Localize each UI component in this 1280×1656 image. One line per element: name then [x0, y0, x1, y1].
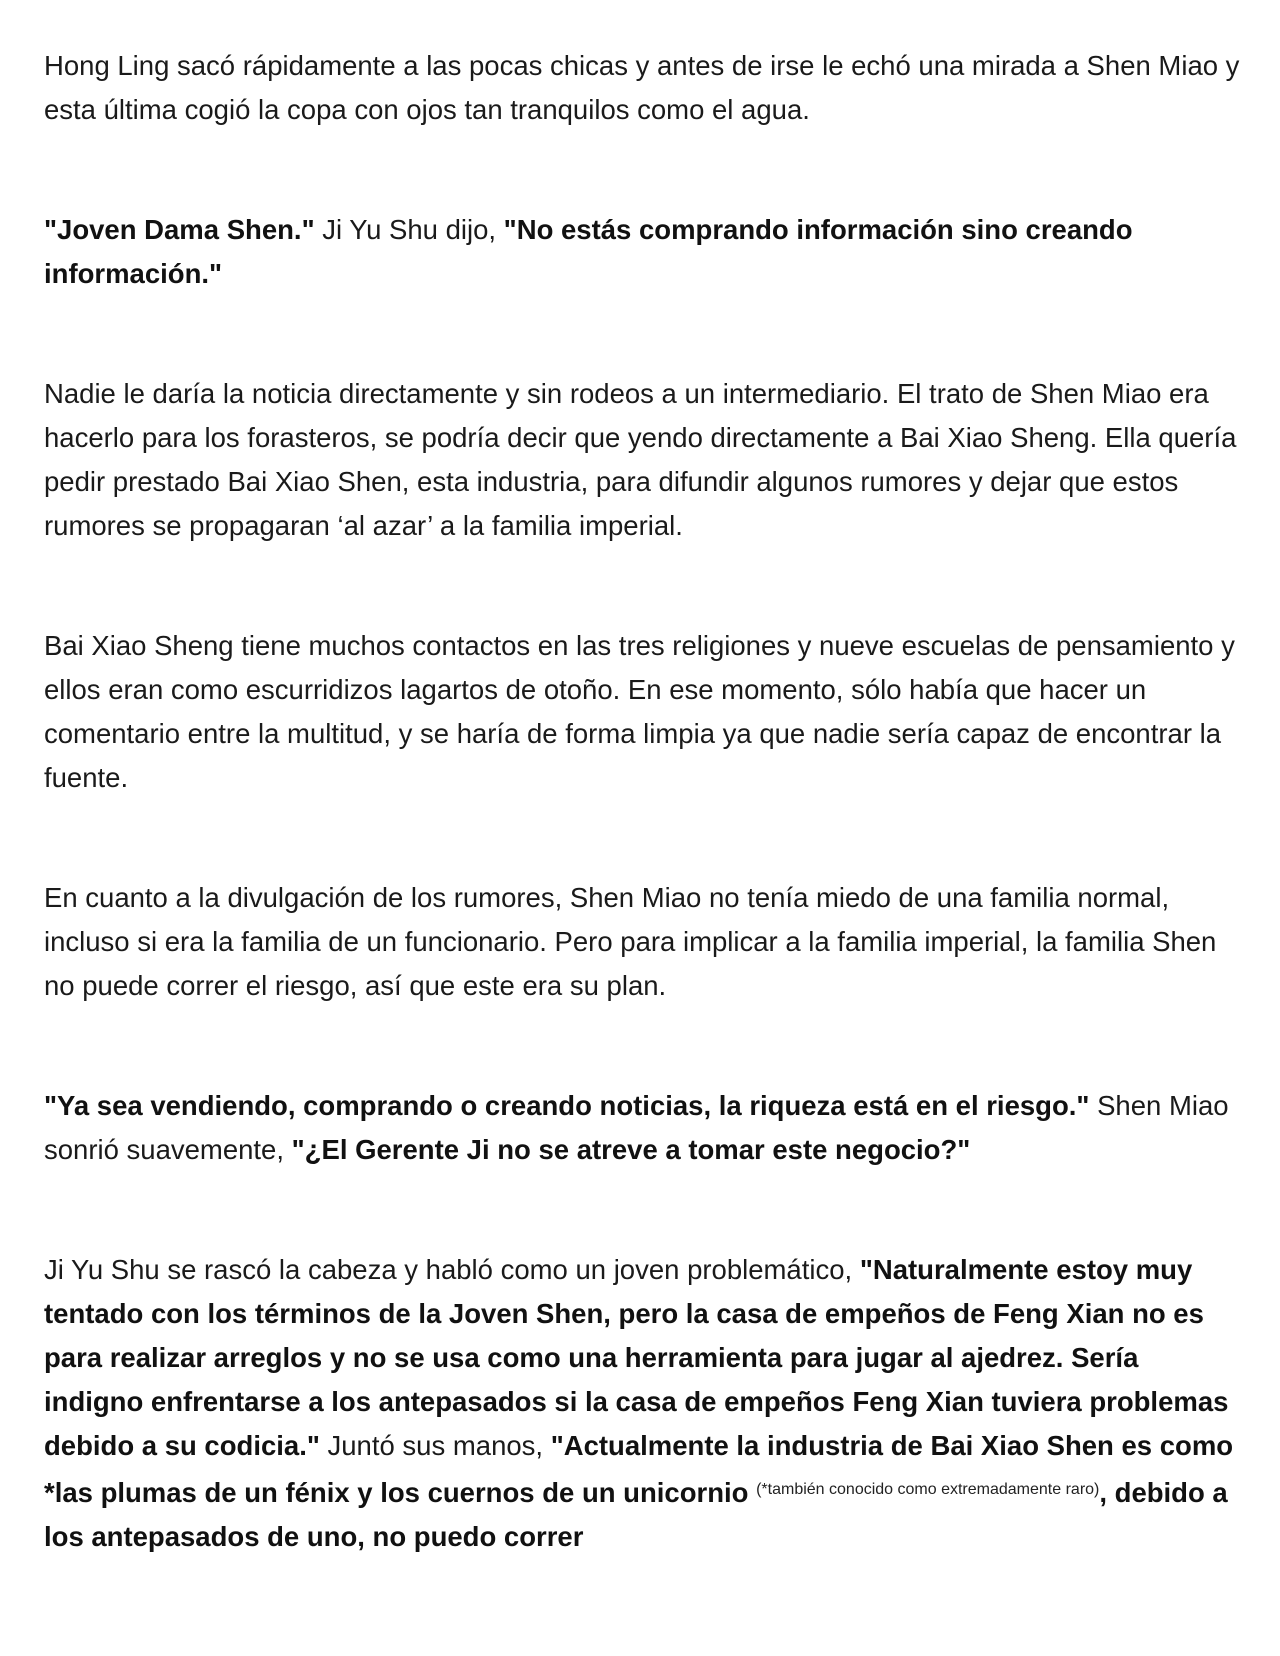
paragraph-text: Nadie le daría la noticia directamente y sin rodeos a un intermediario. El trato de Shen Miao era hacerlo para los forasteros, se podría decir que yendo directamente a Bai Xiao Sheng. Ella quería pedir prestado Bai Xiao Shen, esta industria, para difundir algunos rumores y dejar que estos rumores se propagaran ‘al azar’ a la familia imperial.	[44, 378, 1237, 541]
dialogue-bold: "Actualmente la industria de Bai Xiao Shen es como *las plumas de un fénix y los cuernos de un unicornio	[44, 1430, 1234, 1508]
paragraph-1	[44, 44, 1240, 132]
paragraph-text: Hong Ling sacó rápidamente a las pocas chicas y antes de irse le echó una mirada a Shen Miao y esta última cogió la copa con ojos tan tranquilos como el agua.	[44, 50, 1240, 125]
document-page	[44, 44, 1240, 1559]
paragraph-7	[44, 1248, 1240, 1559]
dialogue-bold: "Ya sea vendiendo, comprando o creando noticias, la riqueza está en el riesgo."	[44, 1090, 1090, 1121]
dialogue-bold: "No estás comprando información sino creando información."	[44, 214, 1133, 289]
dialogue-bold: "¿El Gerente Ji no se atreve a tomar este negocio?"	[291, 1134, 971, 1165]
paragraph-text: Juntó sus manos,	[319, 1430, 551, 1461]
paragraph-text: Ji Yu Shu dijo,	[314, 214, 504, 245]
dialogue-bold: "Joven Dama Shen."	[44, 214, 315, 245]
dialogue-bold: , debido a los antepasados de uno, no puedo correr	[44, 1477, 1228, 1552]
footnote-inline: (*también conocido como extremadamente raro)	[756, 1481, 1100, 1498]
dialogue-bold: "Naturalmente estoy muy tentado con los términos de la Joven Shen, pero la casa de empeños de Feng Xian no es para realizar arreglos y no se usa como una herramienta para jugar al ajedrez. Sería indigno enfrentarse a los antepasados si la casa de empeños Feng Xian tuviera problemas debido a su codicia."	[44, 1254, 1229, 1461]
paragraph-6	[44, 1084, 1240, 1172]
paragraph-2	[44, 208, 1240, 296]
paragraph-text: Bai Xiao Sheng tiene muchos contactos en las tres religiones y nueve escuelas de pensamiento y ellos eran como escurridizos lagartos de otoño. En ese momento, sólo había que hacer un comentario entre la multitud, y se haría de forma limpia ya que nadie sería capaz de encontrar la fuente.	[44, 630, 1235, 793]
paragraph-text: En cuanto a la divulgación de los rumores, Shen Miao no tenía miedo de una familia normal, incluso si era la familia de un funcionario. Pero para implicar a la familia imperial, la familia Shen no puede correr el riesgo, así que este era su plan.	[44, 882, 1217, 1001]
paragraph-4	[44, 624, 1240, 800]
paragraph-3	[44, 372, 1240, 548]
paragraph-5	[44, 876, 1240, 1008]
paragraph-text: Ji Yu Shu se rascó la cabeza y habló como un joven problemático,	[44, 1254, 860, 1285]
paragraph-text: Shen Miao sonrió suavemente,	[44, 1090, 1229, 1165]
